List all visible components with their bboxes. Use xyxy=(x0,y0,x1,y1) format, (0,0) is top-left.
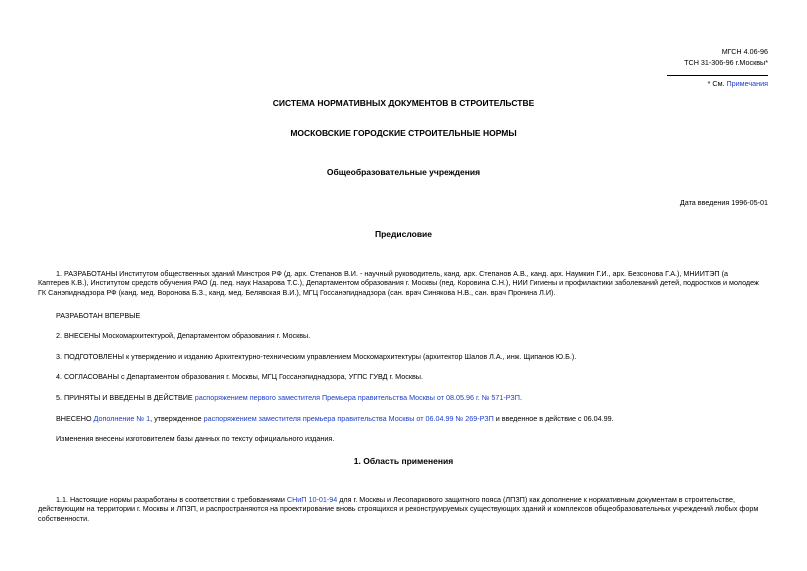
notes-link[interactable]: Примечания xyxy=(726,79,768,88)
paragraph-3 xyxy=(38,352,770,361)
document-title: Общеобразовательные учреждения xyxy=(326,167,481,177)
paragraph-1-line-2: Каптерев К.В.), Институтом средств обучения РАО (д. пед. наук Назарова Т.С.), Департаментом образования г. Москвы (пед. Коровина С.Н.), НИИ Гигиены и профилактики заболеваний детей, подростков и молодеж xyxy=(38,278,759,288)
paragraph-amendment xyxy=(38,414,770,423)
section-1-line-2: действующим на территории г. Москвы и ЛПЗП, и распространяются на проектирование вновь строящихся и реконструируемых существующих зданий и комплексов общеобразовательных учреждений любых форм xyxy=(38,504,759,514)
paragraph-5-text xyxy=(38,393,770,402)
introduction-date: Дата введения 1996-05-01 xyxy=(679,198,768,207)
paragraph-4-text: 4. СОГЛАСОВАНЫ с Департаментом образования г. Москвы, МГЦ Госсанэпиднадзора, УГПС ГУВД г. Москвы. xyxy=(56,372,423,381)
system-title: СИСТЕМА НОРМАТИВНЫХ ДОКУМЕНТОВ В СТРОИТЕЛЬСТВЕ xyxy=(272,98,535,108)
paragraph-1 xyxy=(38,269,770,297)
document-code-tsn: ТСН 31-306-96 г.Москвы* xyxy=(684,58,768,67)
header-note-prefix: * См. xyxy=(707,79,727,88)
paragraph-4 xyxy=(38,372,770,381)
paragraph-3-text: 3. ПОДГОТОВЛЕНЫ к утверждению и изданию Архитектурно-техническим управлением Москомархитектуры (архитектор Шалов Л.А., инж. Щипанов Ю.Б.). xyxy=(56,352,577,361)
developed-first xyxy=(38,311,770,320)
changes-note-text: Изменения внесены изготовителем базы данных по тексту официального издания. xyxy=(56,434,335,443)
paragraph-5-suffix: . xyxy=(519,393,522,402)
amendment-suffix: и введенное в действие с 06.04.99. xyxy=(493,414,614,423)
paragraph-changes-note xyxy=(38,434,770,443)
amendment-mid: , утвержденное xyxy=(150,414,204,423)
section-1-line-1 xyxy=(38,495,770,504)
header-divider xyxy=(667,75,768,76)
order-269-link[interactable]: распоряжением заместителя премьера правительства Москвы от 06.04.99 № 269-РЗП xyxy=(203,414,494,423)
paragraph-5-prefix: 5. ПРИНЯТЫ И ВВЕДЕНЫ В ДЕЙСТВИЕ xyxy=(56,393,195,402)
norms-title: МОСКОВСКИЕ ГОРОДСКИЕ СТРОИТЕЛЬНЫЕ НОРМЫ xyxy=(290,128,517,138)
paragraph-2-text: 2. ВНЕСЕНЫ Москомархитектурой, Департаментом образования г. Москвы. xyxy=(56,331,311,340)
section-1-line-3: собственности. xyxy=(38,513,90,523)
developed-first-text: РАЗРАБОТАН ВПЕРВЫЕ xyxy=(56,311,141,320)
section-1-line-1-suffix: для г. Москвы и Лесопаркового защитного пояса (ЛПЗП) как дополнение к нормативным документам в строительстве, xyxy=(337,495,736,504)
snip-10-01-94-link[interactable]: СНиП 10-01-94 xyxy=(286,495,338,504)
section-1-prefix: 1.1. Настоящие нормы разработаны в соответствии с требованиями xyxy=(56,495,287,504)
paragraph-2 xyxy=(38,331,770,340)
paragraph-amendment-text xyxy=(38,414,770,423)
amendment-prefix: ВНЕСЕНО xyxy=(56,414,94,423)
paragraph-5 xyxy=(38,393,770,402)
section-1-paragraph xyxy=(38,495,770,523)
foreword-title: Предисловие xyxy=(374,229,433,239)
paragraph-1-line-3: ГК Санэпиднадзора РФ (канд. мед. Воронова Б.З., канд. мед. Белявская В.И.), МГЦ Госсанэпиднадзора (сан. врач Синякова Н.В., сан. врач Пронина Л.И). xyxy=(38,287,556,297)
order-571-link[interactable]: распоряжением первого заместителя Премьера правительства Москвы от 08.05.96 г. № 571-РЗП xyxy=(194,393,520,402)
paragraph-1-line-1: 1. РАЗРАБОТАНЫ Институтом общественных зданий Минстроя РФ (д. арх. Степанов В.И. - научный руководитель, канд. арх. Степанов А.В., канд. арх. Наумкин Г.И., арх. Безсонова Г.А.), МНИИТЭП (а xyxy=(56,269,728,278)
section-1-title: 1. Область применения xyxy=(353,456,454,466)
document-code-mgsn: МГСН 4.06-96 xyxy=(721,47,768,56)
amendment-1-link[interactable]: Дополнение № 1 xyxy=(93,414,151,423)
header-note xyxy=(708,79,768,88)
